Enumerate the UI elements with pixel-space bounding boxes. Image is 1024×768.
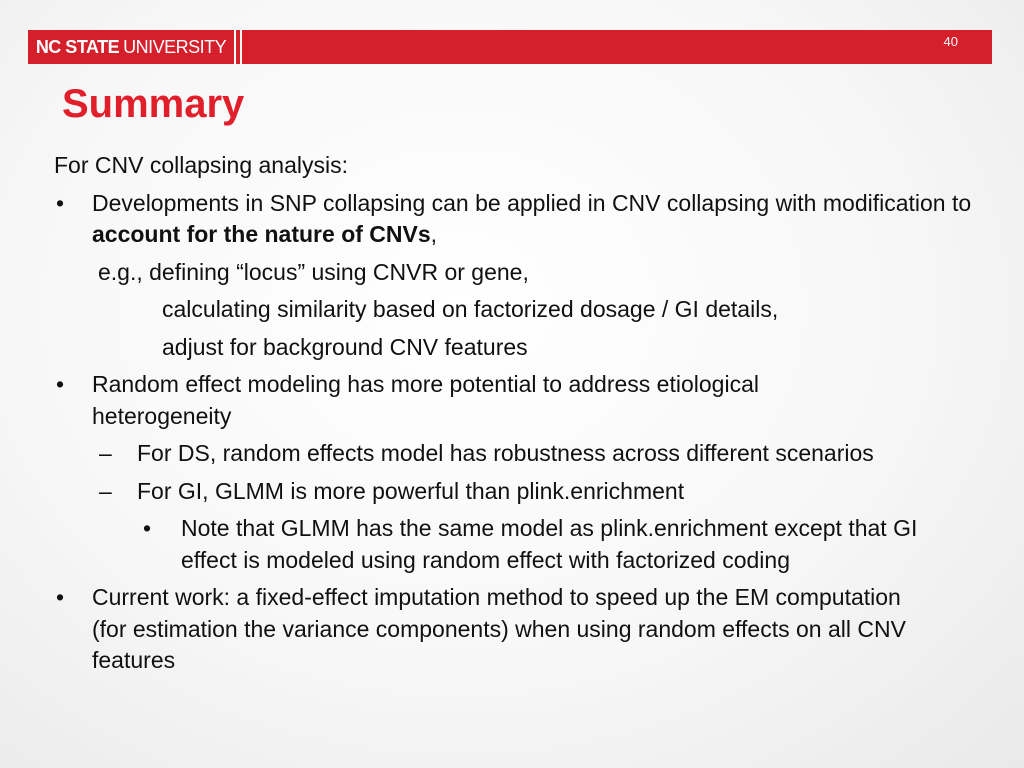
bullet-1-detail-1: calculating similarity based on factorized dosage / GI details, — [162, 296, 779, 322]
logo-light-text: UNIVERSITY — [123, 36, 227, 57]
bullet-marker: • — [143, 515, 152, 541]
dash-marker: – — [99, 477, 112, 504]
bullet-2-sub-3 — [54, 513, 961, 576]
bullet-1-example: e.g., defining “locus” using CNVR or gene, — [98, 258, 529, 285]
logo-bold-text: NC STATE — [35, 36, 120, 57]
bullet-3-text: Current work: a fixed-effect imputation method to speed up the EM computation (for estimation the variance components) when using random effects on all CNV features — [92, 584, 906, 673]
dash-marker: – — [99, 440, 112, 466]
bullet-marker: • — [56, 189, 65, 216]
bullet-2-sub-1-text: For DS, random effects model has robustness across different scenarios — [137, 440, 874, 466]
bullet-marker: • — [56, 584, 65, 610]
bullet-2-sub-1 — [54, 438, 897, 470]
bullet-2-sub-3-text: Note that GLMM has the same model as plink.enrichment except that GI effect is modeled using random effect with factorized coding — [181, 515, 918, 573]
bullet-1-detail-2: adjust for background CNV features — [162, 333, 528, 360]
bullet-1-text-end: , — [430, 221, 438, 247]
slide-body — [54, 150, 974, 677]
bullet-1-text: Developments in SNP collapsing can be applied in CNV collapsing with modification to — [92, 189, 972, 216]
university-logo — [28, 30, 234, 64]
bullet-2-sub-2-text: For GI, GLMM is more powerful than plink.enrichment — [137, 477, 685, 504]
intro-text: For CNV collapsing analysis: — [54, 152, 349, 178]
bullet-item-2 — [54, 369, 892, 432]
page-number: 40 — [943, 34, 958, 49]
logo-stub — [236, 30, 240, 64]
bullet-item-1 — [54, 188, 974, 251]
header-band — [242, 30, 992, 64]
bullet-1-bold: account for the nature of CNVs — [92, 221, 431, 247]
bullet-2-text: Random effect modeling has more potential to address etiological heterogeneity — [92, 371, 759, 429]
bullet-marker: • — [56, 371, 65, 397]
slide-title: Summary — [62, 82, 245, 126]
bullet-2-sub-2 — [54, 476, 974, 508]
header-bar — [28, 30, 992, 64]
bullet-item-3 — [54, 582, 922, 677]
